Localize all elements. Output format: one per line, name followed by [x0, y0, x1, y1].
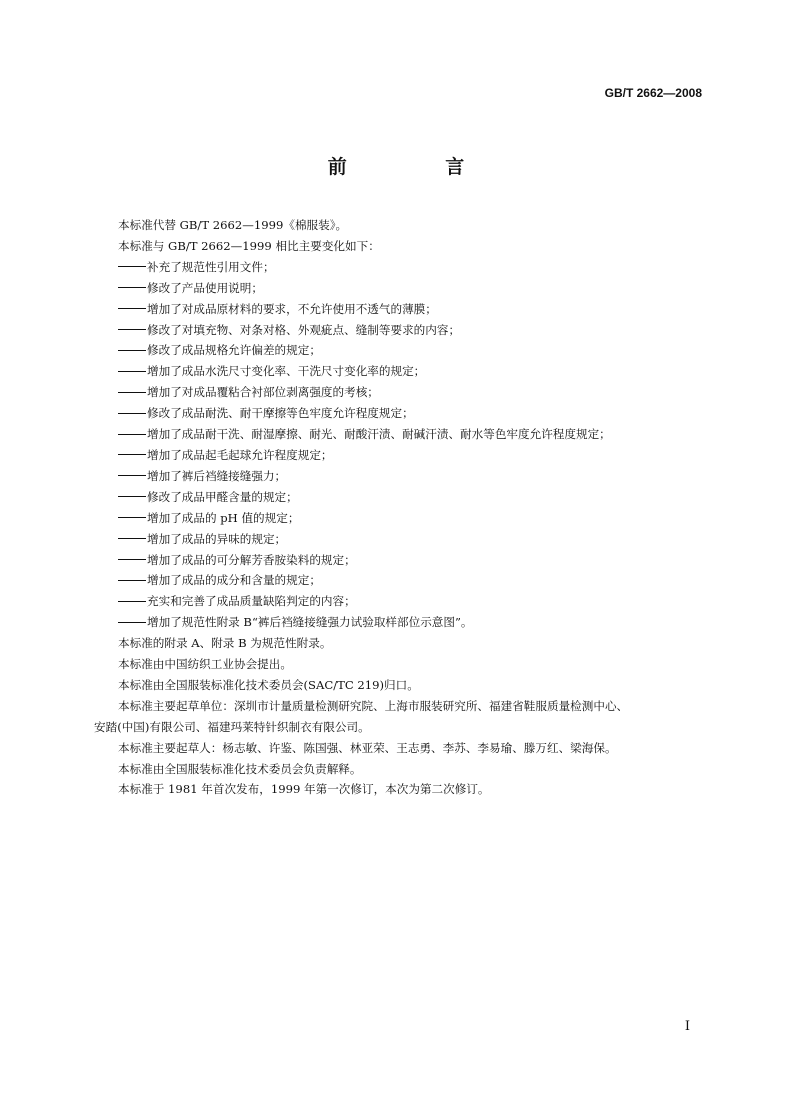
dash-mark: [118, 475, 146, 476]
paragraph-changes-intro: 本标准与 GB/T 2662—1999 相比主要变化如下：: [118, 238, 380, 253]
paragraph-annexes: 本标准的附录 A、附录 B 为规范性附录。: [118, 636, 332, 651]
change-item: 增加了对成品覆粘合衬部位剥离强度的考核；: [118, 382, 708, 403]
paragraph-drafting-units-cont: 安踏(中国)有限公司、福建玛莱特针织制衣有限公司。: [94, 719, 370, 734]
paragraph-interpretation: 本标准由全国服装标准化技术委员会负责解释。: [118, 761, 362, 776]
dash-mark: [118, 496, 146, 497]
change-item: 修改了成品耐洗、耐干摩擦等色牢度允许程度规定；: [118, 403, 708, 424]
dash-mark: [118, 559, 146, 560]
paragraph-replaces: 本标准代替 GB/T 2662—1999《棉服装》。: [118, 218, 348, 232]
dash-mark: [118, 329, 146, 330]
change-item: 增加了成品的异味的规定；: [118, 529, 708, 550]
change-item: 增加了对成品原材料的要求，不允许使用不透气的薄膜；: [118, 299, 708, 320]
change-item: 增加了成品的 pH 值的规定；: [118, 508, 708, 529]
change-item: 补充了规范性引用文件；: [118, 257, 708, 278]
paragraph-drafting-units: 本标准主要起草单位：深圳市计量质量检测研究院、上海市服装研究所、福建省鞋服质量检测中心、: [118, 698, 629, 713]
dash-mark: [118, 580, 146, 581]
dash-mark: [118, 287, 146, 288]
paragraph-history: 本标准于 1981 年首次发布，1999 年第一次修订，本次为第二次修订。: [118, 782, 490, 797]
paragraph-proposed-by: 本标准由中国纺织工业协会提出。: [118, 657, 292, 672]
change-item: 增加了成品耐干洗、耐湿摩擦、耐光、耐酸汗渍、耐碱汗渍、耐水等色牢度允许程度规定；: [118, 424, 708, 445]
page-title: 前 言: [327, 156, 511, 178]
paragraph-drafters: 本标准主要起草人：杨志敏、许鉴、陈国强、林亚荣、王志勇、李苏、李易瑜、滕万红、梁海保。: [118, 740, 617, 755]
dash-mark: [118, 371, 146, 372]
dash-mark: [118, 350, 146, 351]
dash-mark: [118, 392, 146, 393]
standard-code: GB/T 2662—2008: [604, 86, 702, 100]
change-item: 增加了成品的可分解芳香胺染料的规定；: [118, 550, 708, 571]
foreword-body: [94, 215, 708, 800]
dash-mark: [118, 454, 146, 455]
change-item: 充实和完善了成品质量缺陷判定的内容；: [118, 591, 708, 612]
paragraph-centralized-by: 本标准由全国服装标准化技术委员会(SAC/TC 219)归口。: [118, 677, 419, 692]
page-number: I: [684, 1019, 690, 1034]
change-item: 修改了对填充物、对条对格、外观疵点、缝制等要求的内容；: [118, 320, 708, 341]
change-item: 修改了成品规格允许偏差的规定；: [118, 340, 708, 361]
change-item: 增加了成品水洗尺寸变化率、干洗尺寸变化率的规定；: [118, 361, 708, 382]
dash-mark: [118, 517, 146, 518]
change-item: 增加了规范性附录 B“裤后裆缝接缝强力试验取样部位示意图”。: [118, 612, 708, 633]
change-item: 增加了成品起毛起球允许程度规定；: [118, 445, 708, 466]
change-item: 修改了成品甲醛含量的规定；: [118, 487, 708, 508]
dash-mark: [118, 622, 146, 623]
change-item: 增加了成品的成分和含量的规定；: [118, 570, 708, 591]
dash-mark: [118, 266, 146, 267]
dash-mark: [118, 308, 146, 309]
dash-mark: [118, 601, 146, 602]
dash-mark: [118, 413, 146, 414]
change-item: 修改了产品使用说明；: [118, 278, 708, 299]
dash-mark: [118, 434, 146, 435]
change-item: 增加了裤后裆缝接缝强力；: [118, 466, 708, 487]
dash-mark: [118, 538, 146, 539]
